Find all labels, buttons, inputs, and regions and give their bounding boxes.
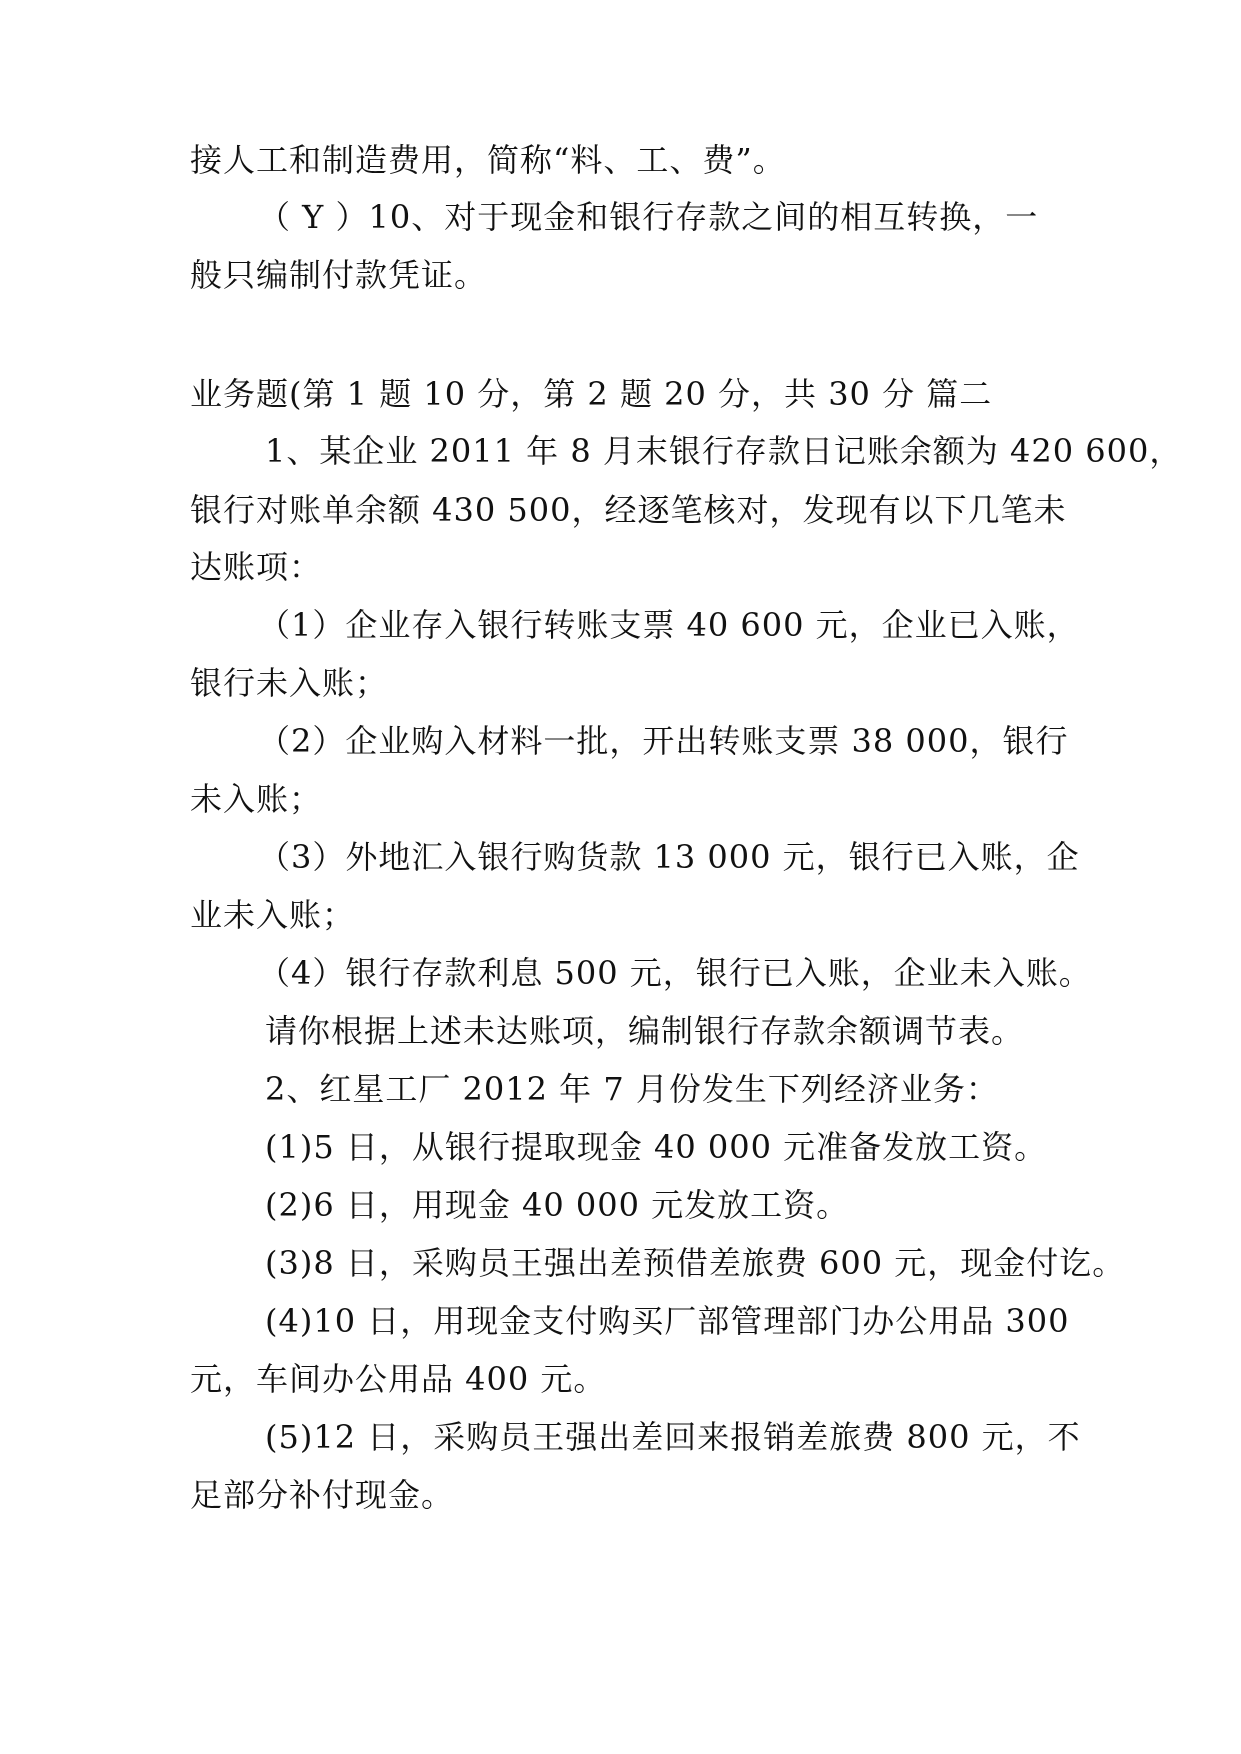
text-line: (2)6 日，用现金 40 000 元发放工资。 [265, 1186, 850, 1224]
text-line: 足部分补付现金。 [190, 1476, 455, 1514]
text-line: 2、红星工厂 2012 年 7 月份发生下列经济业务： [265, 1070, 999, 1108]
text-line: （2）企业购入材料一批，开出转账支票 38 000，银行 [258, 722, 1069, 760]
text-line: （3）外地汇入银行购货款 13 000 元，银行已入账，企 [258, 838, 1080, 876]
text-line: 般只编制付款凭证。 [190, 256, 488, 294]
text-line: (1)5 日，从银行提取现金 40 000 元准备发放工资。 [265, 1128, 1048, 1166]
text-line: 接人工和制造费用，简称“料、工、费”。 [190, 141, 786, 179]
text-line: (3)8 日，采购员王强出差预借差旅费 600 元，现金付讫。 [265, 1244, 1126, 1282]
text-line: (5)12 日，采购员王强出差回来报销差旅费 800 元，不 [265, 1418, 1081, 1456]
text-line: 请你根据上述未达账项，编制银行存款余额调节表。 [265, 1012, 1025, 1050]
section-heading: 业务题(第 1 题 10 分，第 2 题 20 分，共 30 分 篇二 [190, 375, 993, 413]
text-line: （1）企业存入银行转账支票 40 600 元，企业已入账， [258, 606, 1080, 644]
text-line: 元，车间办公用品 400 元。 [190, 1360, 607, 1398]
text-line: 银行未入账； [190, 664, 389, 702]
text-line: 1、某企业 2011 年 8 月末银行存款日记账余额为 420 600， [265, 432, 1183, 470]
text-line: 达账项： [190, 548, 323, 586]
text-line: （4）银行存款利息 500 元，银行已入账，企业未入账。 [258, 954, 1092, 992]
text-line: （ Y ）10、对于现金和银行存款之间的相互转换，一 [258, 198, 1039, 236]
text-line: 业未入账； [190, 896, 356, 934]
text-line: 银行对账单余额 430 500，经逐笔核对，发现有以下几笔未 [190, 491, 1067, 529]
text-line: 未入账； [190, 780, 323, 818]
text-line: (4)10 日，用现金支付购买厂部管理部门办公用品 300 [265, 1302, 1070, 1340]
